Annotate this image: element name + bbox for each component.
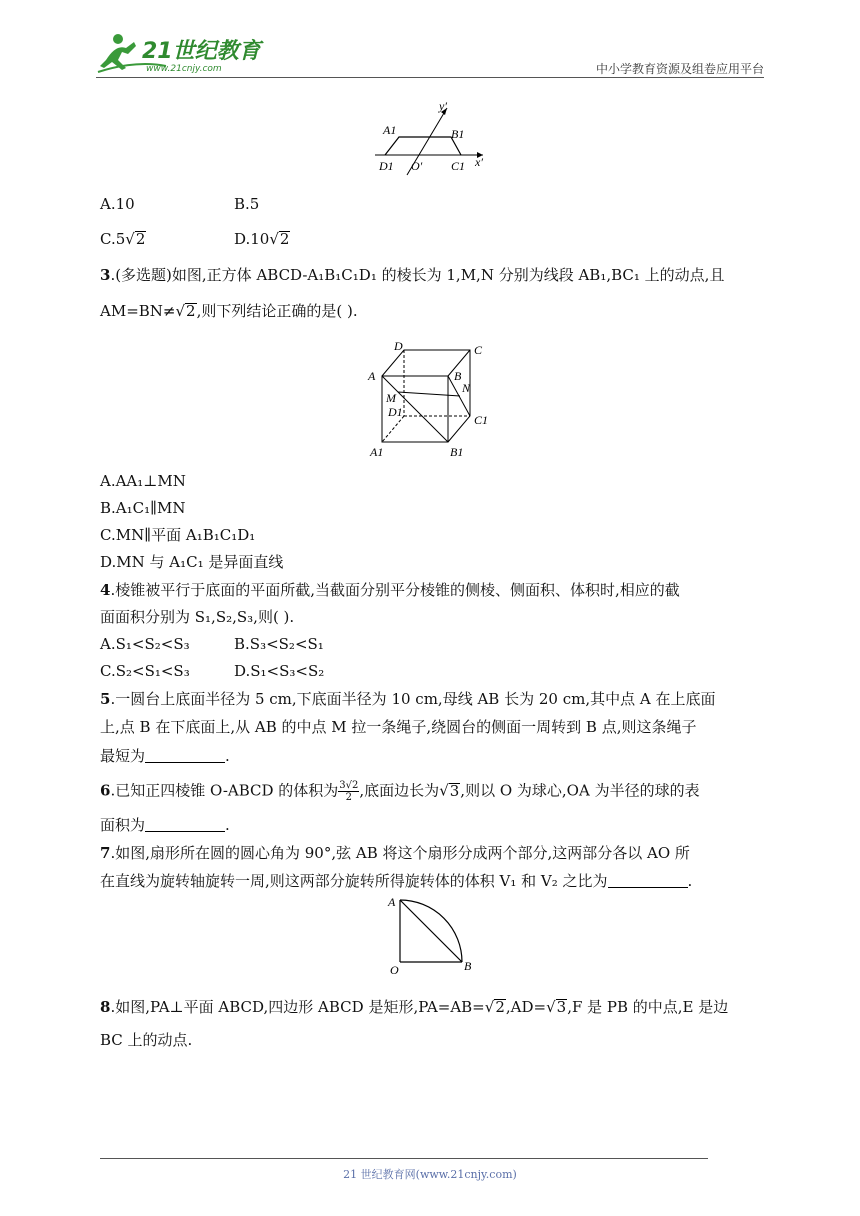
q2-option-b: B.5 [234, 195, 260, 213]
q5-line-3: 最短为 . [100, 747, 230, 765]
q7-answer-blank [608, 873, 688, 888]
q7-line-2: 在直线为旋转轴旋转一周,则这两部分旋转所得旋转体的体积 V₁ 和 V₂ 之比为 . [100, 872, 693, 890]
q6-line-1: 6.已知正四棱锥 O-ABCD 的体积为 $\frac{3√2}{2}$ ,底面边长为√3,则以 O 为球心,OA 为半径的球的表 [100, 780, 700, 803]
q3-line-1: 3.(多选题)如图,正方体 ABCD-A₁B₁C₁D₁ 的棱长为 1,M,N 分别为线段 AB₁,BC₁ 上的动点,且 [100, 266, 725, 284]
q3-option-a: A.AA₁⊥MN [100, 472, 186, 490]
site-logo [96, 30, 266, 76]
q4-line-2: 面面积分别为 S₁,S₂,S₃,则( ). [100, 608, 295, 626]
q4-option-d: D.S₁<S₃<S₂ [234, 662, 325, 680]
q2-option-c: C.5√2 [100, 230, 146, 248]
label-a: A [388, 895, 396, 909]
header-slogan: 中小学教育资源及组卷应用平台 [595, 62, 764, 76]
footer-divider [100, 1158, 708, 1159]
label-d1: D1 [388, 405, 403, 419]
label-o: O [390, 963, 399, 977]
q4-line-1: 4.棱锥被平行于底面的平面所截,当截面分别平分棱锥的侧棱、侧面积、体积时,相应的截 [100, 581, 680, 599]
q3-line-2: AM=BN≠√2,则下列结论正确的是( ). [100, 302, 358, 320]
q3-option-b: B.A₁C₁∥MN [100, 499, 186, 517]
q2-option-d: D.10√2 [234, 230, 290, 248]
cube-figure [360, 338, 500, 462]
label-d: D [394, 339, 403, 353]
q4-option-a: A.S₁<S₂<S₃ [100, 635, 190, 653]
q5-line-1: 5.一圆台上底面半径为 5 cm,下底面半径为 10 cm,母线 AB 长为 20 cm,其中点 A 在上底面 [100, 690, 716, 708]
q3-option-c: C.MN∥平面 A₁B₁C₁D₁ [100, 526, 256, 544]
q5-answer-blank [145, 748, 225, 763]
q6-fraction: $\frac{3√2}{2}$ [339, 780, 359, 803]
label-m: M [386, 391, 396, 405]
q4-option-c: C.S₂<S₁<S₃ [100, 662, 190, 680]
label-c: C [474, 343, 483, 357]
label-y-axis: y′ [439, 100, 447, 113]
q8-line-1: 8.如图,PA⊥平面 ABCD,四边形 ABCD 是矩形,PA=AB=√2,AD=√3,F 是 PB 的中点,E 是边 [100, 998, 729, 1016]
label-c1: C1 [451, 159, 466, 173]
q7-line-1: 7.如图,扇形所在圆的圆心角为 90°,弦 AB 将这个扇形分成两个部分,这两部分各以 AO 所 [100, 844, 690, 862]
footer-text: 21 世纪教育网(www.21cnjy.com) [343, 1168, 517, 1181]
label-c1: C1 [474, 413, 489, 427]
q4-option-b: B.S₃<S₂<S₁ [234, 635, 324, 653]
sector-figure [384, 892, 480, 978]
label-b1: B1 [451, 127, 465, 141]
label-o: O′ [411, 159, 423, 173]
logo-url: www.21cnjy.com [146, 64, 222, 74]
q5-line-2: 上,点 B 在下底面上,从 AB 的中点 M 拉一条绳子,绕圆台的侧面一周转到 B 点,则这条绳子 [100, 718, 697, 736]
header-divider [96, 77, 764, 78]
q8-line-2: BC 上的动点. [100, 1031, 193, 1049]
logo-text: 21世纪教育 [142, 39, 261, 64]
label-a1: A1 [383, 123, 397, 137]
label-a: A [368, 369, 376, 383]
q6-line-2: 面积为 . [100, 816, 230, 834]
label-n: N [462, 381, 471, 395]
label-b1: B1 [450, 445, 464, 459]
label-b: B [464, 959, 472, 973]
label-d1: D1 [379, 159, 394, 173]
q2-option-a: A.10 [100, 195, 135, 213]
oblique-figure [365, 100, 495, 180]
q6-answer-blank [145, 817, 225, 832]
page-header [96, 30, 764, 78]
q3-option-d: D.MN 与 A₁C₁ 是异面直线 [100, 553, 284, 571]
label-x-axis: x′ [475, 155, 483, 169]
label-b: B [454, 369, 462, 383]
label-a1: A1 [370, 445, 384, 459]
